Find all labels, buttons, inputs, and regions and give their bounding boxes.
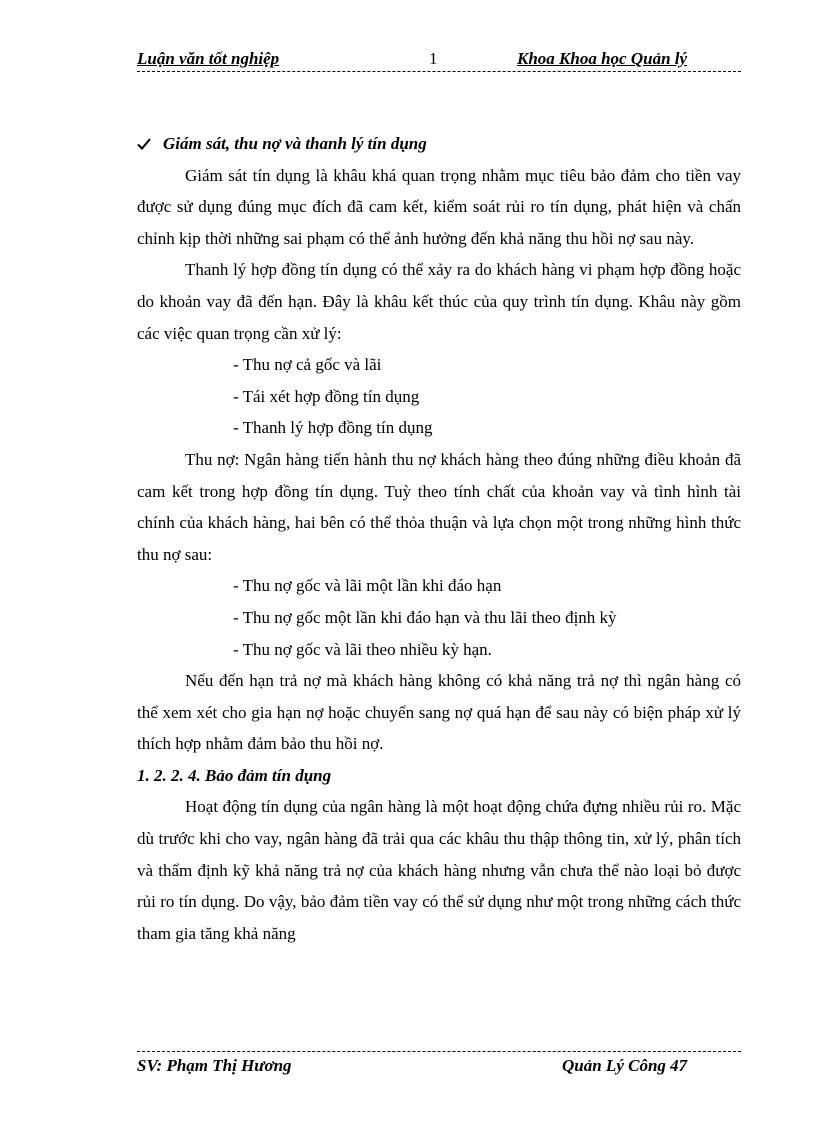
paragraph-liquidation: Thanh lý hợp đồng tín dụng có thể xảy ra do khách hàng vi phạm hợp đồng hoặc do khoản vay đã đến hạn. Đây là khâu kết thúc của quy trình tín dụng. Khâu này gồm các việc quan trọng cần xử lý: — [137, 260, 741, 343]
paragraph-debt-collection: Thu nợ: Ngân hàng tiến hành thu nợ khách hàng theo đúng những điều khoản đã cam kết trong hợp đồng tín dụng. Tuỳ theo tính chất của khoản vay và tình hình tài chính của khách hàng, hai bên có thể thỏa thuận và lựa chọn một trong những hình thức thu nợ sau: — [137, 449, 741, 564]
paragraph-credit-guarantee: Hoạt động tín dụng của ngân hàng là một hoạt động chứa đựng nhiều rủi ro. Mặc dù trước khi cho vay, ngân hàng đã trải qua các khâu thu thập thông tin, xử lý, phân tích và thẩm định kỹ khả năng trả nợ của khách hàng nhưng vẫn chưa thể nào loại bỏ được rủi ro tín dụng. Do vậy, bảo đảm tiền vay có thể sử dụng như một trong những cách thức tham gia tăng khả năng — [137, 797, 741, 943]
header-page-number: 1 — [429, 49, 438, 68]
page-body — [137, 128, 741, 949]
paragraph-overdue: Nếu đến hạn trả nợ mà khách hàng không có khả năng trả nợ thì ngân hàng có thể xem xét cho gia hạn nợ hoặc chuyển sang nợ quá hạn để sau này có biện pháp xử lý thích hợp nhằm đảm bảo thu hồi nợ. — [137, 671, 741, 754]
page-footer — [137, 1055, 741, 1079]
header-thesis-title: Luận văn tốt nghiệp — [137, 49, 280, 68]
section-heading: 1. 2. 2. 4. Bảo đảm tín dụng — [137, 765, 332, 785]
footer-divider — [137, 1051, 741, 1052]
footer-class: Quản Lý Công 47 — [562, 1056, 688, 1075]
paragraph-monitoring: Giám sát tín dụng là khâu khá quan trọng nhằm mục tiêu bảo đảm cho tiền vay được sử dụng đúng mục đích đã cam kết, kiểm soát rủi ro tín dụng, phát hiện và chấn chỉnh kịp thời những sai phạm có thể ảnh hưởng đến khả năng thu hồi nợ sau này. — [137, 165, 741, 248]
footer-student-name: SV: Phạm Thị Hương — [137, 1056, 292, 1075]
list-item: - Thanh lý hợp đồng tín dụng — [233, 418, 433, 438]
check-icon — [137, 137, 151, 151]
list-item: - Thu nợ gốc và lãi một lần khi đáo hạn — [233, 576, 502, 596]
header-faculty: Khoa Khoa học Quản lý — [517, 49, 688, 68]
list-item: - Thu nợ cả gốc và lãi — [233, 355, 382, 375]
header-divider — [137, 71, 741, 72]
list-item: - Thu nợ gốc một lần khi đáo hạn và thu lãi theo định kỳ — [233, 607, 617, 627]
subheading-text: Giám sát, thu nợ và thanh lý tín dụng — [163, 134, 427, 153]
list-item: - Tái xét hợp đồng tín dụng — [233, 386, 420, 406]
list-item: - Thu nợ gốc và lãi theo nhiều kỳ hạn. — [233, 639, 492, 659]
subheading-row — [137, 128, 741, 160]
